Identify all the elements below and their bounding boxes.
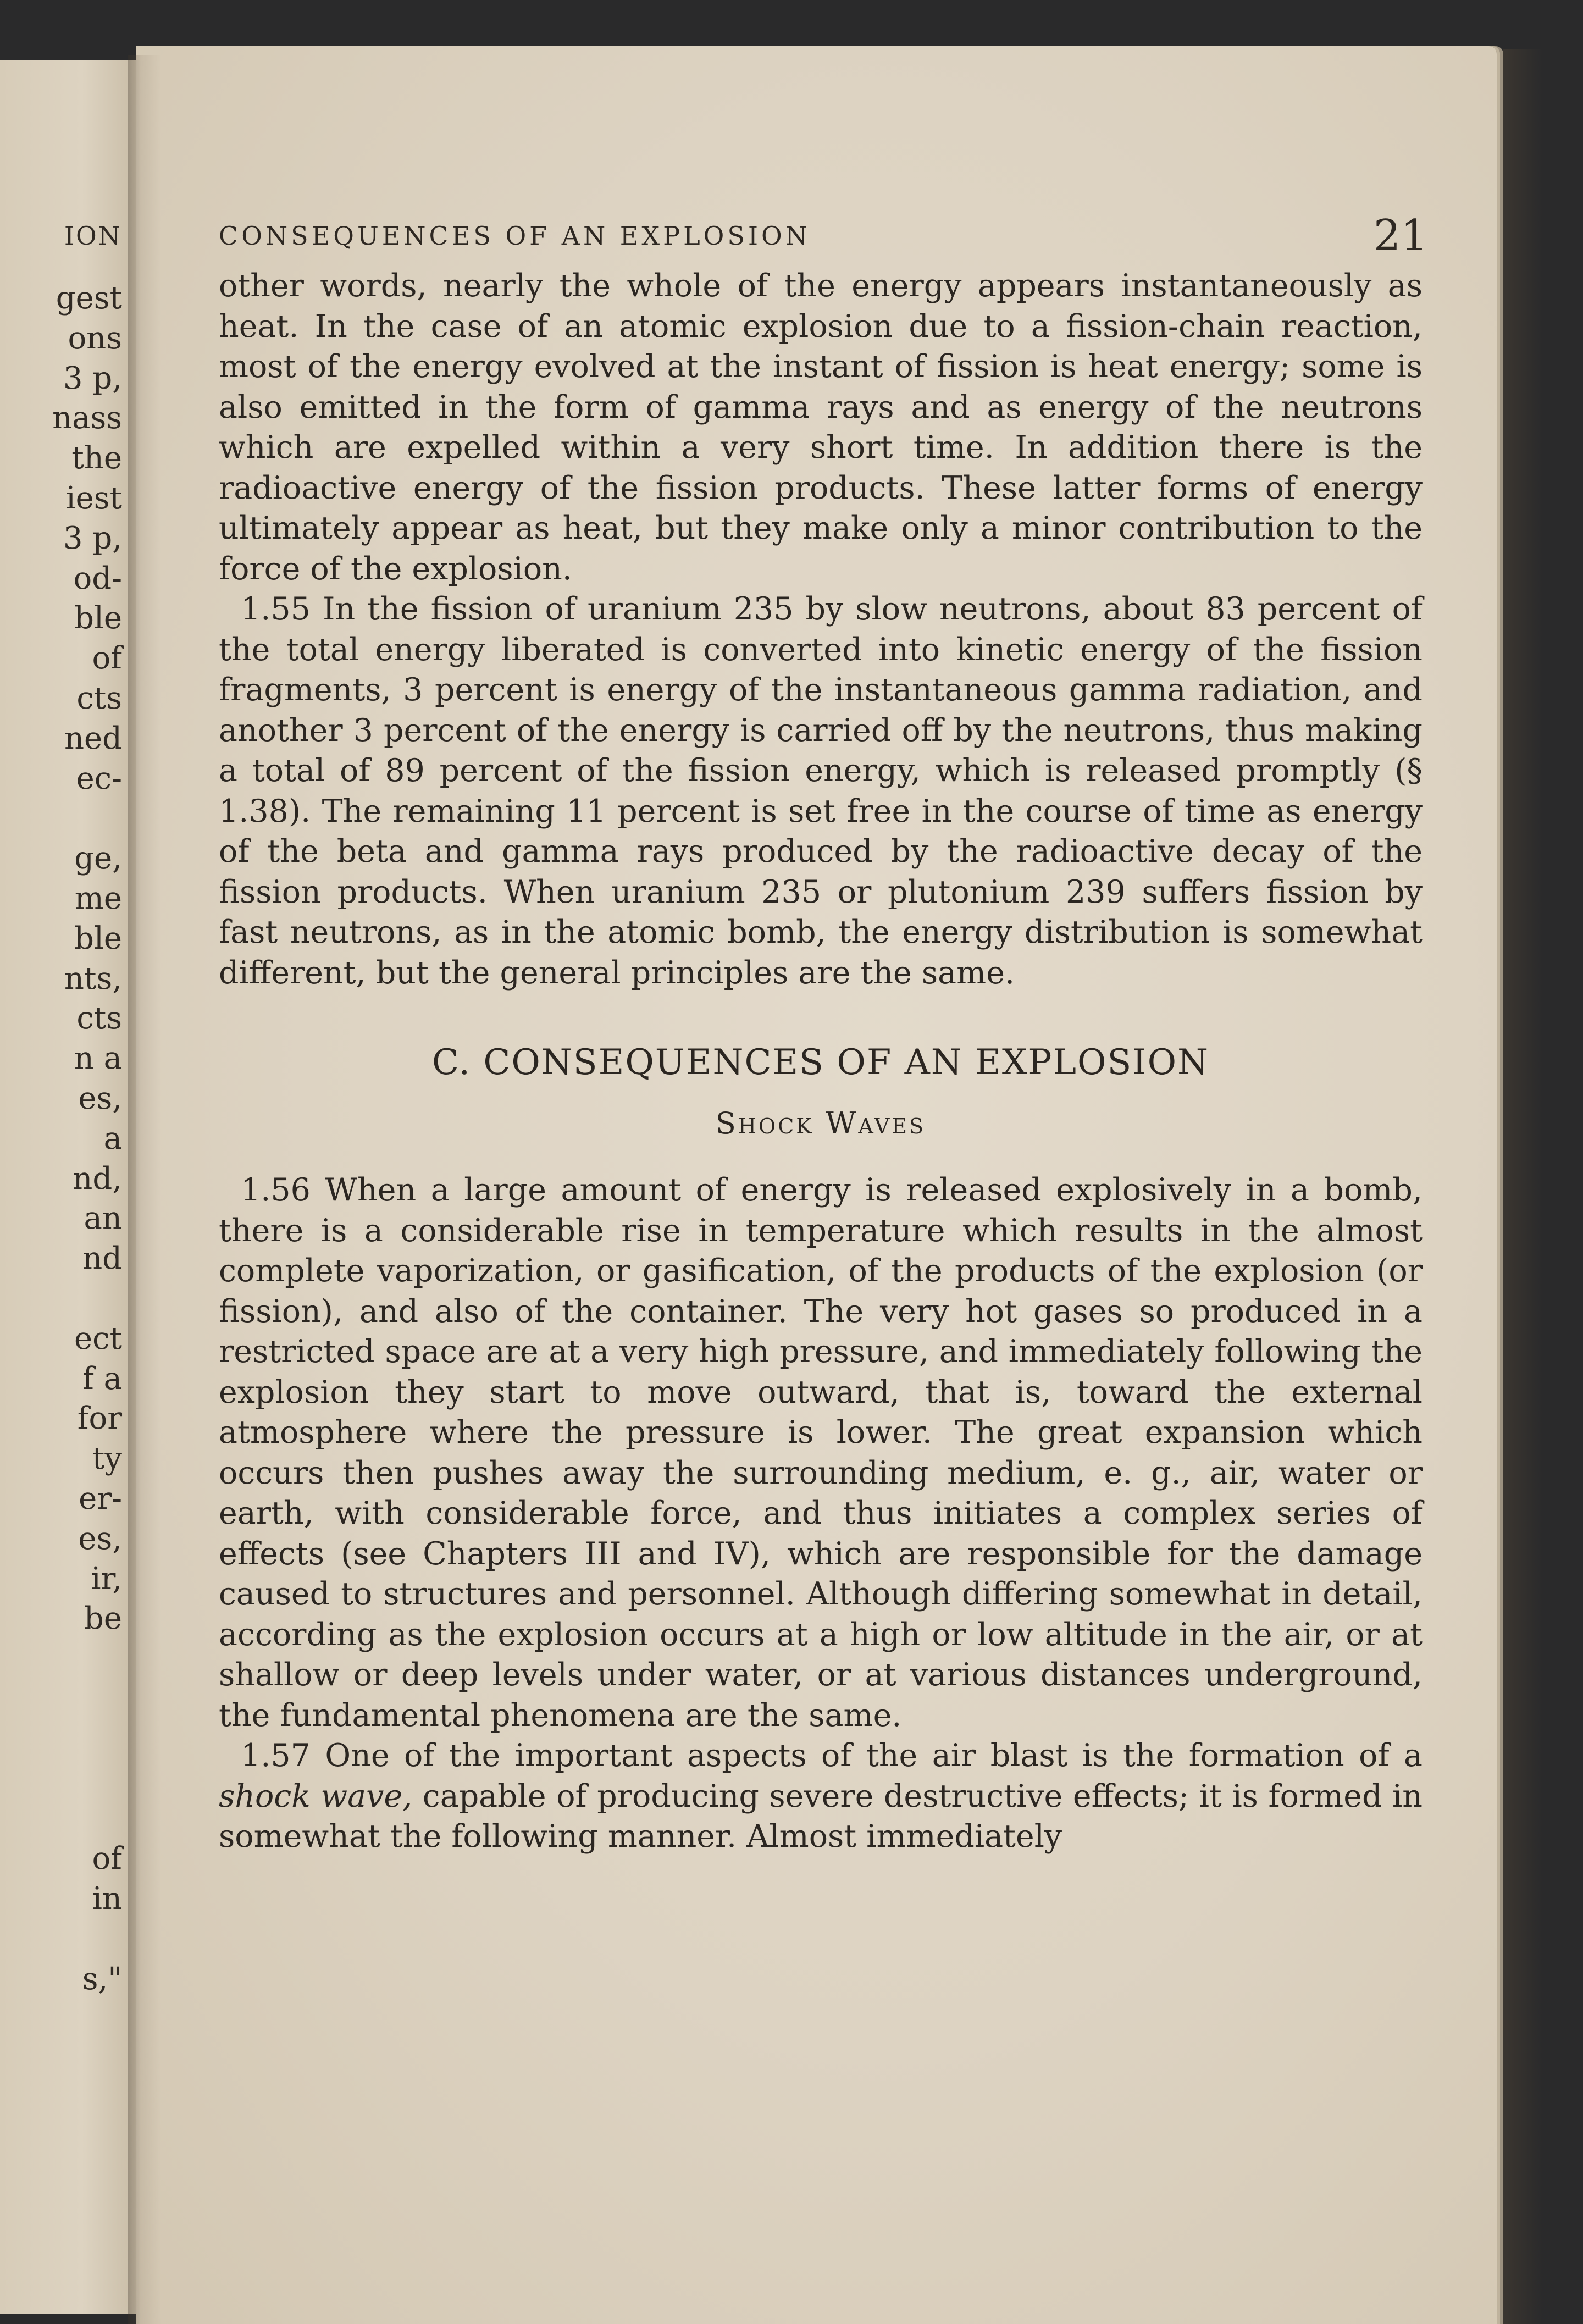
left-page-line-fragment: es, bbox=[78, 1520, 122, 1557]
left-page-line-fragment: ned bbox=[64, 720, 122, 756]
page-number: 21 bbox=[1373, 211, 1428, 261]
section-heading: C. CONSEQUENCES OF AN EXPLOSION bbox=[431, 1042, 1210, 1083]
page-header bbox=[219, 211, 1428, 261]
left-page-line-fragment: n a bbox=[74, 1041, 122, 1077]
left-page-line-fragment: ty bbox=[92, 1441, 122, 1477]
left-facing-page bbox=[0, 60, 137, 2314]
book-edge bbox=[1503, 49, 1583, 2324]
left-page-line-fragment: nd bbox=[82, 1241, 122, 1277]
left-page-line-fragment: 3 p, bbox=[63, 520, 122, 556]
left-page-line-fragment: ect bbox=[74, 1320, 122, 1357]
left-page-line-fragment: ble bbox=[74, 600, 122, 637]
paragraph-continued: other words, nearly the whole of the energy appears instantaneously as heat. In the case of an atomic explosion due to a fission-chain reaction, most of the energy evolved at the instant of fission is heat energy; some is also emitted in the form of gamma rays and as energy of the neutrons which are expelled within a very short time. In addition there is the radioactive energy of the fission products. These latter forms of energy ultimately appear as heat, but they make only a minor contribution to the force of the explosion. bbox=[219, 268, 1423, 587]
left-page-line-fragment: for bbox=[77, 1401, 122, 1437]
left-page-line-fragment: me bbox=[74, 881, 122, 916]
left-page-line-fragment: od- bbox=[73, 560, 122, 596]
left-page-line-fragment: the bbox=[71, 440, 122, 477]
left-page-line-fragment: ble bbox=[74, 920, 122, 956]
left-page-line-fragment: nd, bbox=[73, 1160, 122, 1197]
book-gutter bbox=[128, 55, 160, 2324]
left-page-line-fragment: ge, bbox=[74, 840, 122, 877]
paragraph-1-57 bbox=[219, 1736, 1423, 1857]
left-page-line-fragment: s," bbox=[82, 1961, 122, 1997]
running-head: CONSEQUENCES OF AN EXPLOSION bbox=[219, 221, 811, 251]
page-body bbox=[219, 266, 1423, 1857]
left-page-line-fragment: ec- bbox=[76, 760, 122, 796]
left-page-line-fragment: iest bbox=[65, 480, 122, 516]
left-page-line-fragment: ons bbox=[68, 320, 122, 356]
left-page-line-fragment: a bbox=[103, 1120, 122, 1157]
left-page-line-fragment: cts bbox=[76, 680, 122, 716]
left-page-line-fragment: 3 p, bbox=[63, 360, 122, 396]
right-page bbox=[136, 46, 1497, 2324]
left-page-line-fragment: an bbox=[84, 1200, 122, 1237]
shock-wave-term: shock wave, bbox=[219, 1778, 413, 1814]
paragraph-1-57-start: 1.57 One of the important aspects of the air blast is the formation of a bbox=[241, 1738, 1423, 1774]
left-page-line-fragment: cts bbox=[76, 1000, 122, 1037]
left-page-line-fragment: es, bbox=[78, 1081, 122, 1116]
left-page-line-fragment: er- bbox=[79, 1481, 122, 1517]
paragraph-1-57-end: capable of producing severe destructive effects; it is formed in somewhat the following manner. Almost immediately bbox=[219, 1778, 1423, 1855]
left-page-running-head-fragment: ION bbox=[64, 221, 122, 251]
left-page-line-fragment: ir, bbox=[91, 1561, 122, 1597]
left-page-line-fragment: nass bbox=[52, 400, 122, 436]
subsection-heading: Shock Waves bbox=[715, 1106, 926, 1141]
left-page-line-fragment: of bbox=[92, 640, 122, 677]
left-page-line-fragment: nts, bbox=[64, 960, 122, 997]
left-page-line-fragment: be bbox=[84, 1601, 122, 1637]
left-page-line-fragment: in bbox=[92, 1881, 122, 1917]
paragraph-1-56: 1.56 When a large amount of energy is released explosively in a bomb, there is a considerable rise in temperature which results in the almost complete vaporization, or gasification, of the products of the explosion (or fission), and also of the container. The very hot gases so produced in a restricted space are at a very high pressure, and immediately following the explosion they start to move outward, that is, toward the external atmosphere where the pressure is lower. The great expansion which occurs then pushes away the surrounding medium, e. g., air, water or earth, with considerable force, and thus initiates a complex series of effects (see Chapters III and IV), which are responsible for the damage caused to structures and personnel. Although differing somewhat in detail, according as the explosion occurs at a high or low altitude in the air, or at shallow or deep levels under water, or at various distances underground, the fundamental phenomena are the same. bbox=[219, 1172, 1423, 1734]
left-page-line-fragment: gest bbox=[56, 280, 122, 316]
left-page-line-fragment: f a bbox=[82, 1360, 122, 1397]
paragraph-1-55: 1.55 In the fission of uranium 235 by slow neutrons, about 83 percent of the total energy liberated is converted into kinetic energy of the fission fragments, 3 percent is energy of the instantaneous gamma radiation, and another 3 percent of the energy is carried off by the neutrons, thus making a total of 89 percent of the fission energy, which is released promptly (§ 1.38). The remaining 11 percent is set free in the course of time as energy of the beta and gamma rays produced by the radioactive decay of the fission products. When uranium 235 or plutonium 239 suffers fission by fast neutrons, as in the atomic bomb, the energy distribution is somewhat different, but the general principles are the same. bbox=[219, 591, 1423, 991]
left-page-line-fragment: of bbox=[92, 1841, 122, 1877]
